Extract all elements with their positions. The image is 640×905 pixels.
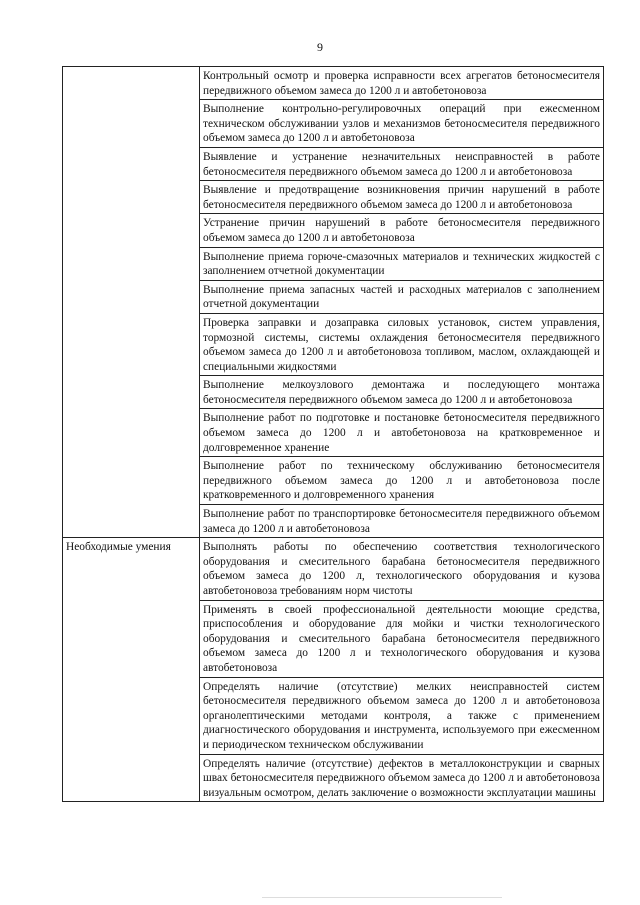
labor-action-cell: Выполнение приема горюче-смазочных материалов и технических жидкостей с заполнением отчетной документации bbox=[200, 247, 604, 280]
skill-cell: Определять наличие (отсутствие) мелких неисправностей систем бетоносмесителя передвижного объемом замеса до 1200 л и автобетоновоза органолептическими методами контроля, а также с применением диагностического оборудования и инструмента, используемого при ежесменном и периодическом техническом обслуживании bbox=[200, 677, 604, 754]
scan-edge-line bbox=[262, 897, 502, 898]
page-number: 9 bbox=[317, 40, 323, 54]
skill-cell: Определять наличие (отсутствие) дефектов в металлоконструкции и сварных швах бетоносмесителя передвижного объемом замеса до 1200 л и автобетоновоза визуальным осмотром, делать заключение о возможности эксплуатации машины bbox=[200, 754, 604, 802]
labor-action-cell: Выполнение контрольно-регулировочных операций при ежесменном техническом обслуживании узлов и механизмов бетоносмесителя передвижного объемом замеса до 1200 л и автобетоновоза bbox=[200, 100, 604, 148]
labor-action-cell: Выявление и устранение незначительных неисправностей в работе бетоносмесителя передвижного объемом замеса до 1200 л и автобетоновоза bbox=[200, 147, 604, 180]
skill-cell: Выполнять работы по обеспечению соответствия технологического оборудования и смесительного барабана бетоносмесителя передвижного объемом замеса до 1200 л, технологического оборудования и кузова автобетоновоза требованиям норм чистоты bbox=[200, 538, 604, 600]
labor-action-cell: Выполнение мелкоузлового демонтажа и последующего монтажа бетоносмесителя передвижного объемом замеса до 1200 л и автобетоновоза bbox=[200, 376, 604, 409]
requirements-table bbox=[62, 66, 604, 802]
table-row bbox=[63, 67, 604, 100]
labor-action-cell: Выполнение работ по транспортировке бетоносмесителя передвижного объемом замеса до 1200 л и автобетоновоза bbox=[200, 505, 604, 538]
labor-action-cell: Проверка заправки и дозаправка силовых установок, систем управления, тормозной системы, системы охлаждения бетоносмесителя передвижного объемом замеса до 1200 л и автобетоновоза топливом, маслом, охлаждающей и специальными жидкостями bbox=[200, 313, 604, 375]
labor-action-cell: Контрольный осмотр и проверка исправности всех агрегатов бетоносмесителя передвижного объемом замеса до 1200 л и автобетоновоза bbox=[200, 67, 604, 100]
skill-cell: Применять в своей профессиональной деятельности моющие средства, приспособления и оборудование для мойки и чистки технологического оборудования и смесительного барабана бетоносмесителя передвижного объемом замеса до 1200 л и технологического оборудования и кузова автобетоновоза bbox=[200, 600, 604, 677]
labor-action-cell: Устранение причин нарушений в работе бетоносмесителя передвижного объемом замеса до 1200 л и автобетоновоза bbox=[200, 214, 604, 247]
labor-action-cell: Выполнение работ по техническому обслуживанию бетоносмесителя передвижного объемом замеса до 1200 л и автобетоновоза после кратковременного и долговременного хранения bbox=[200, 457, 604, 505]
labor-action-cell: Выполнение работ по подготовке и постановке бетоносмесителя передвижного объемом замеса до 1200 л и автобетоновоза на кратковременное и долговременное хранение bbox=[200, 409, 604, 457]
labor-action-cell: Выполнение приема запасных частей и расходных материалов с заполнением отчетной документации bbox=[200, 280, 604, 313]
labor-action-cell: Выявление и предотвращение возникновения причин нарушений в работе бетоносмесителя передвижного объемом замеса до 1200 л и автобетоновоза bbox=[200, 181, 604, 214]
row-label-empty bbox=[63, 67, 200, 538]
required-skills-label: Необходимые умения bbox=[63, 538, 200, 802]
table-row bbox=[63, 538, 604, 600]
